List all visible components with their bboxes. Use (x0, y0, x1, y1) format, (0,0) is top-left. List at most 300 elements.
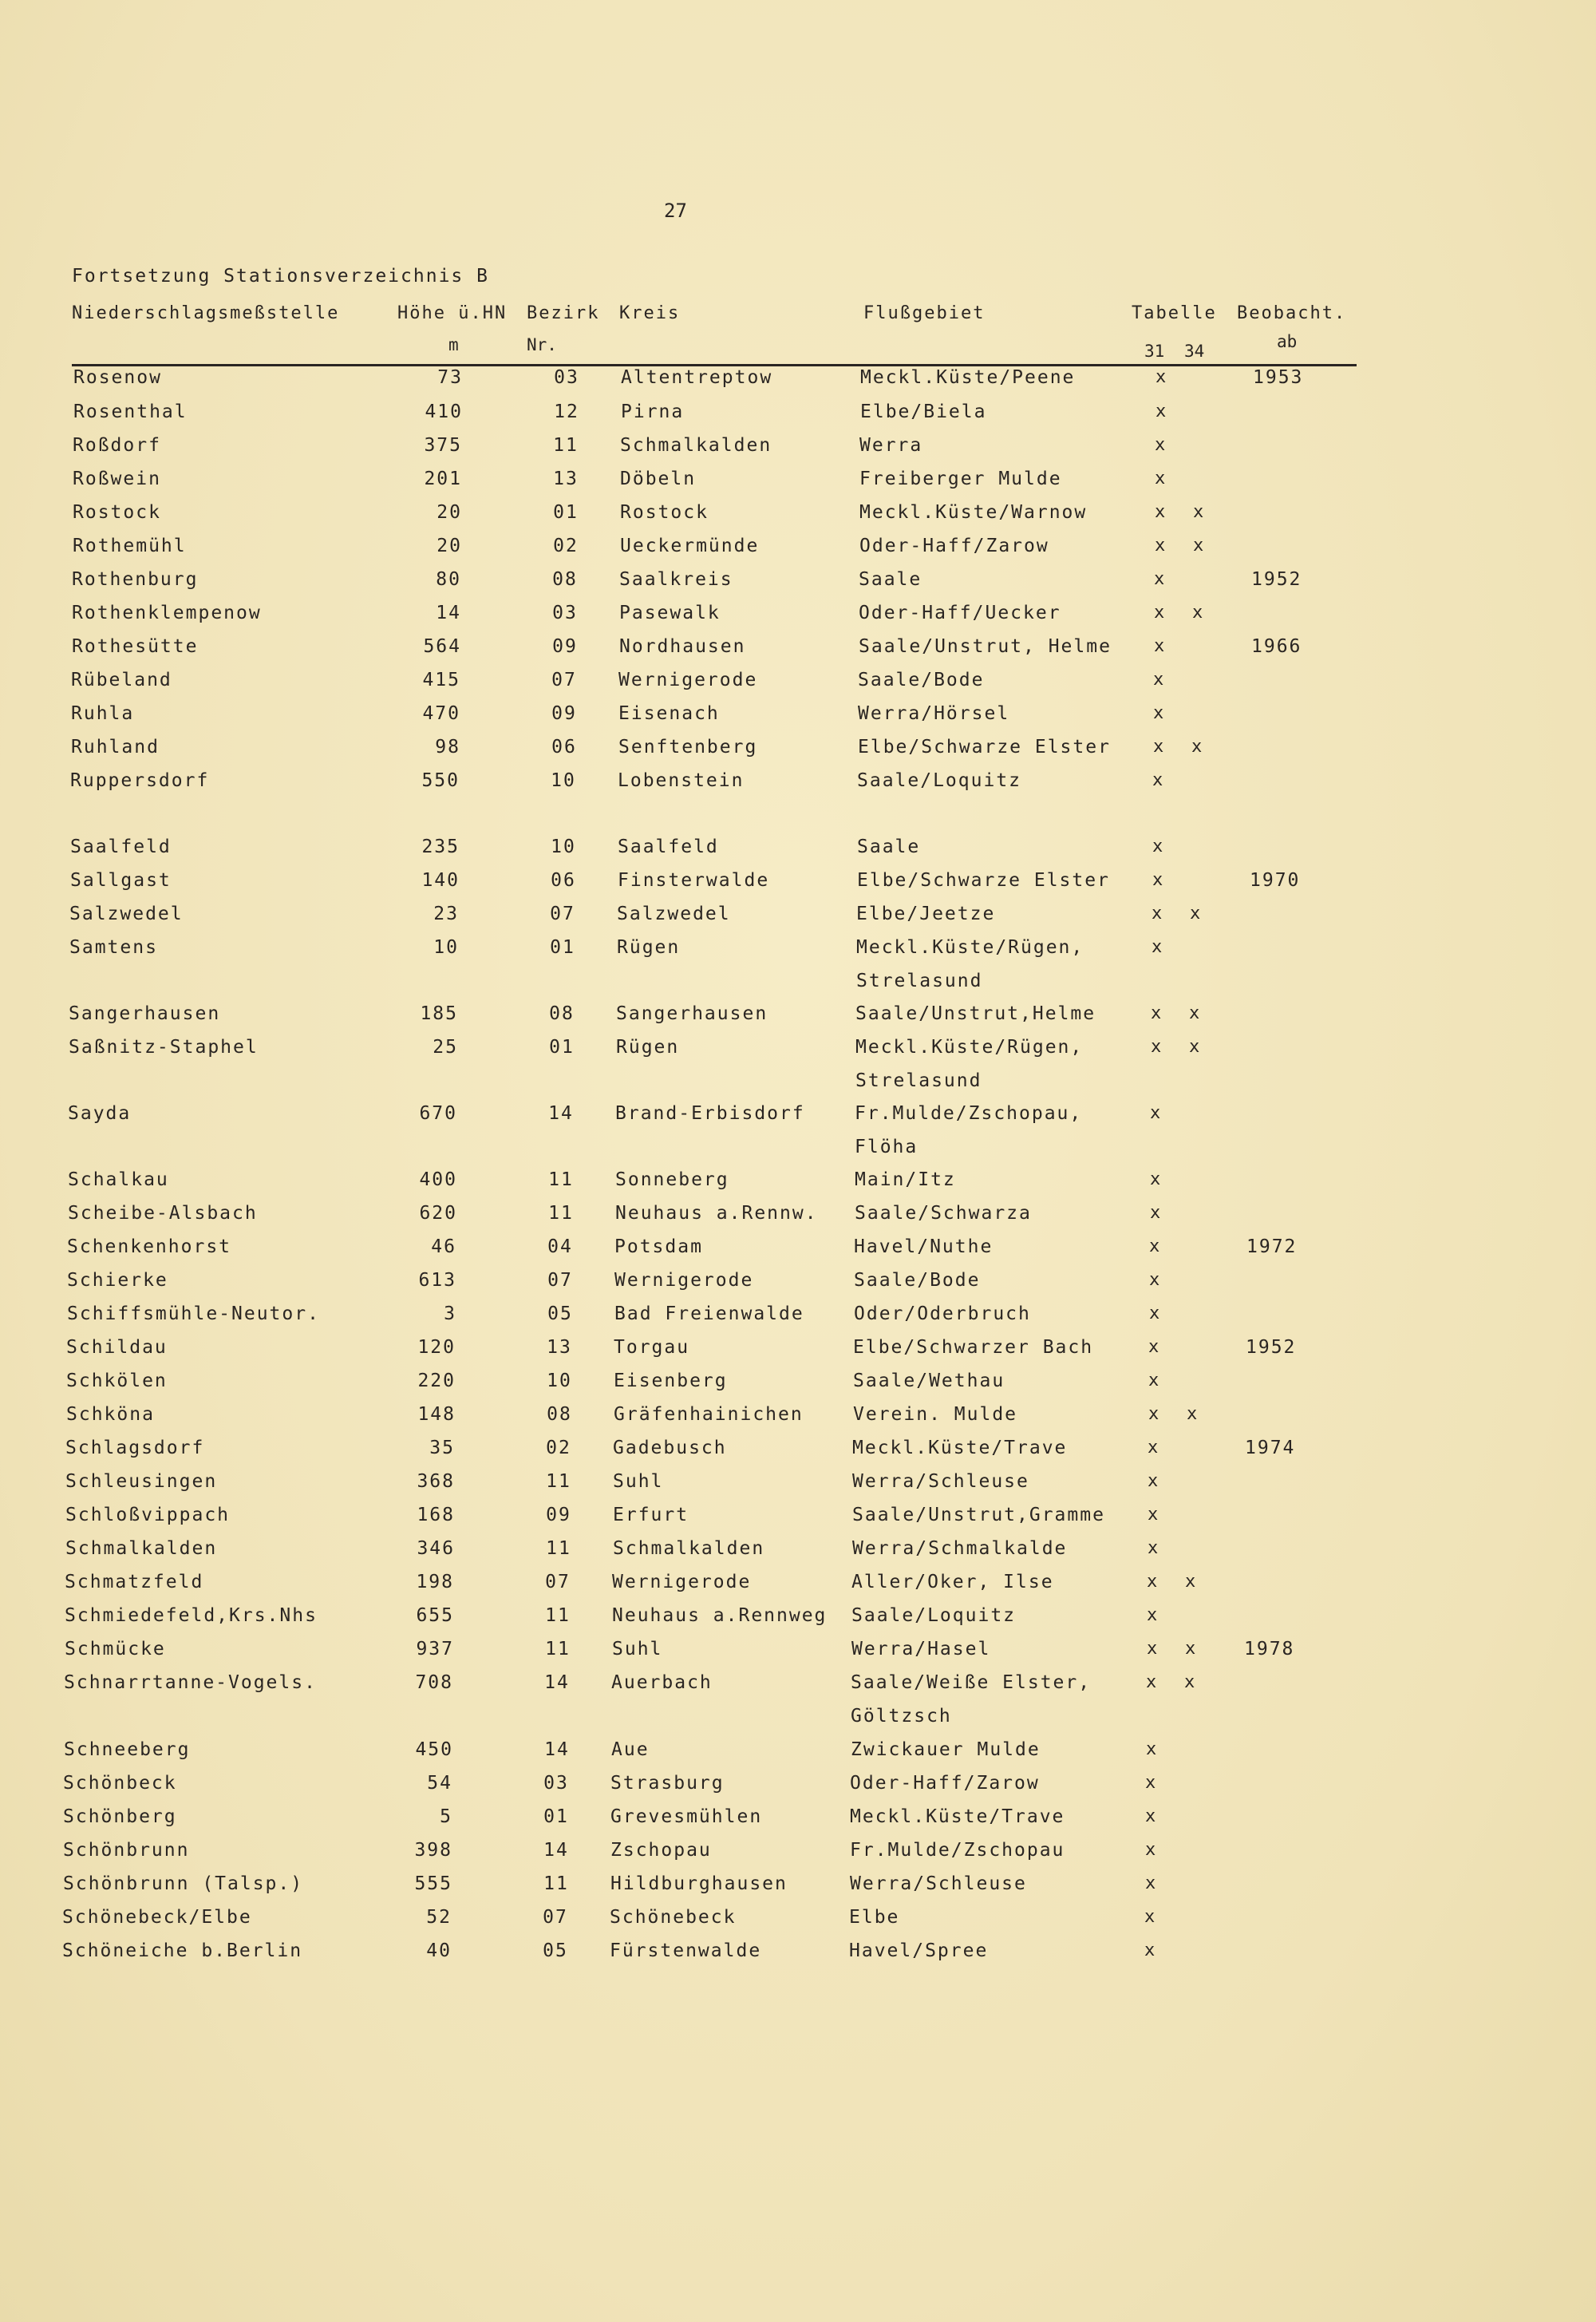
observation-start-year: 1978 (1244, 1639, 1295, 1659)
station-height: 555 (414, 1873, 452, 1894)
station-name: Rosenthal (73, 402, 188, 422)
river-basin-continued: Strelasund (855, 1070, 982, 1091)
river-basin: Elbe/Jeetze (856, 904, 996, 924)
kreis-name: Saalkreis (619, 569, 733, 590)
table-34-mark: x (1193, 536, 1206, 556)
station-name: Scheibe-Alsbach (68, 1203, 258, 1224)
station-height: 564 (423, 636, 461, 657)
river-basin: Saale (857, 837, 921, 857)
river-basin: Saale/Loquitz (851, 1605, 1017, 1626)
table-31-mark: x (1149, 1270, 1162, 1290)
river-basin: Saale/Unstrut,Helme (855, 1003, 1096, 1024)
table-31-mark: x (1155, 435, 1167, 455)
station-name: Schmalkalden (65, 1538, 218, 1559)
station-name: Sangerhausen (69, 1003, 221, 1024)
kreis-name: Pasewalk (619, 603, 721, 623)
river-basin: Havel/Nuthe (854, 1236, 994, 1257)
station-height: 20 (437, 536, 462, 556)
table-34-mark: x (1187, 1404, 1199, 1424)
kreis-name: Bad Freienwalde (614, 1303, 804, 1324)
kreis-name: Aue (611, 1739, 650, 1760)
table-31-mark: x (1152, 837, 1165, 856)
station-name: Schleusingen (65, 1471, 218, 1492)
station-height: 35 (429, 1438, 455, 1458)
table-31-mark: x (1156, 367, 1168, 387)
table-31-mark: x (1148, 1404, 1161, 1424)
river-basin: Oder/Oderbruch (854, 1303, 1031, 1324)
bezirk-number: 10 (551, 837, 576, 857)
bezirk-number: 05 (547, 1303, 573, 1324)
river-basin: Werra/Schmalkalde (852, 1538, 1068, 1559)
kreis-name: Wernigerode (618, 670, 758, 690)
station-name: Schönberg (63, 1806, 177, 1827)
bezirk-number: 02 (546, 1438, 571, 1458)
river-basin: Elbe/Schwarzer Bach (853, 1337, 1094, 1358)
station-name: Ruhla (71, 703, 135, 724)
kreis-name: Döbeln (620, 469, 697, 489)
header-hoehe-unit: m (448, 335, 459, 354)
river-basin-continued: Flöha (855, 1137, 918, 1157)
station-name: Rothesütte (72, 636, 199, 657)
kreis-name: Rügen (617, 937, 681, 958)
table-31-mark: x (1155, 502, 1167, 522)
bezirk-number: 13 (547, 1337, 572, 1358)
kreis-name: Wernigerode (614, 1270, 754, 1291)
station-name: Rosenow (73, 367, 162, 388)
table-row (0, 937, 1596, 1001)
header-beob-ab: ab (1277, 332, 1298, 351)
bezirk-number: 07 (547, 1270, 573, 1291)
river-basin: Werra (859, 435, 923, 456)
header-kreis: Kreis (619, 303, 681, 323)
kreis-name: Rügen (616, 1037, 680, 1058)
river-basin: Havel/Spree (849, 1940, 989, 1961)
river-basin: Meckl.Küste/Trave (850, 1806, 1065, 1827)
table-row (0, 1037, 1596, 1101)
station-height: 235 (421, 837, 460, 857)
kreis-name: Ueckermünde (620, 536, 760, 556)
kreis-name: Pirna (621, 402, 685, 422)
kreis-name: Grevesmühlen (610, 1806, 763, 1827)
kreis-name: Sonneberg (615, 1169, 729, 1190)
bezirk-number: 14 (548, 1103, 574, 1124)
bezirk-number: 01 (549, 1037, 575, 1058)
river-basin: Zwickauer Mulde (851, 1739, 1041, 1760)
table-31-mark: x (1148, 1471, 1160, 1491)
bezirk-number: 13 (553, 469, 579, 489)
table-31-mark: x (1155, 469, 1167, 489)
bezirk-number: 05 (543, 1940, 568, 1961)
kreis-name: Zschopau (610, 1840, 712, 1861)
river-basin: Elbe/Schwarze Elster (857, 870, 1110, 891)
kreis-name: Auerbach (611, 1672, 713, 1693)
station-height: 937 (416, 1639, 454, 1659)
bezirk-number: 09 (546, 1505, 571, 1525)
station-name: Roßwein (73, 469, 161, 489)
observation-start-year: 1953 (1253, 367, 1304, 388)
station-height: 80 (436, 569, 461, 590)
station-name: Ruppersdorf (70, 770, 210, 791)
bezirk-number: 01 (550, 937, 575, 958)
observation-start-year: 1966 (1251, 636, 1302, 657)
river-basin: Saale/Bode (854, 1270, 981, 1291)
bezirk-number: 01 (553, 502, 579, 523)
bezirk-number: 11 (553, 435, 579, 456)
table-31-mark: x (1153, 703, 1166, 723)
station-height: 346 (417, 1538, 455, 1559)
table-31-mark: x (1154, 603, 1167, 623)
bezirk-number: 06 (551, 870, 576, 891)
station-name: Salzwedel (69, 904, 184, 924)
station-name: Schloßvippach (65, 1505, 231, 1525)
header-tabelle: Tabelle (1132, 303, 1217, 323)
header-bezirk: Bezirk (527, 303, 600, 323)
station-height: 98 (435, 737, 460, 758)
river-basin: Saale (859, 569, 922, 590)
kreis-name: Nordhausen (619, 636, 746, 657)
bezirk-number: 08 (549, 1003, 575, 1024)
bezirk-number: 07 (543, 1907, 568, 1928)
station-name: Schneeberg (64, 1739, 191, 1760)
kreis-name: Schmalkalden (620, 435, 772, 456)
kreis-name: Saalfeld (618, 837, 719, 857)
river-basin: Aller/Oker, Ilse (851, 1572, 1054, 1592)
bezirk-number: 03 (554, 367, 579, 388)
station-name: Schlagsdorf (65, 1438, 205, 1458)
table-31-mark: x (1152, 770, 1165, 790)
table-34-mark: x (1190, 904, 1203, 924)
header-bezirk-nr: Nr. (527, 335, 557, 354)
river-basin: Oder-Haff/Zarow (859, 536, 1049, 556)
table-31-mark: x (1148, 1371, 1161, 1390)
bezirk-number: 01 (543, 1806, 569, 1827)
station-height: 46 (431, 1236, 456, 1257)
station-height: 375 (424, 435, 462, 456)
bezirk-number: 11 (543, 1873, 569, 1894)
bezirk-number: 11 (546, 1471, 571, 1492)
river-basin: Saale/Loquitz (857, 770, 1022, 791)
station-height: 550 (421, 770, 460, 791)
kreis-name: Lobenstein (618, 770, 745, 791)
bezirk-number: 08 (547, 1404, 572, 1425)
station-name: Schmatzfeld (65, 1572, 204, 1592)
station-name: Schöneiche b.Berlin (62, 1940, 303, 1961)
station-height: 54 (427, 1773, 452, 1794)
table-34-mark: x (1185, 1639, 1198, 1659)
kreis-name: Suhl (612, 1639, 663, 1659)
station-height: 120 (417, 1337, 456, 1358)
observation-start-year: 1952 (1251, 569, 1302, 590)
table-34-mark: x (1189, 1037, 1202, 1057)
station-name: Schnarrtanne-Vogels. (64, 1672, 317, 1693)
table-31-mark: x (1144, 1940, 1157, 1960)
bezirk-number: 14 (544, 1739, 570, 1760)
station-height: 40 (426, 1940, 452, 1961)
station-height: 14 (436, 603, 461, 623)
river-basin-continued: Göltzsch (851, 1706, 952, 1727)
bezirk-number: 03 (552, 603, 578, 623)
station-height: 73 (437, 367, 463, 388)
river-basin: Saale/Schwarza (855, 1203, 1032, 1224)
bezirk-number: 09 (552, 636, 578, 657)
station-height: 5 (440, 1806, 452, 1827)
table-31-mark: x (1145, 1806, 1158, 1826)
station-name: Ruhland (71, 737, 160, 758)
station-name: Saalfeld (70, 837, 172, 857)
kreis-name: Gräfenhainichen (614, 1404, 804, 1425)
river-basin: Saale/Weiße Elster, (851, 1672, 1092, 1693)
table-34-mark: x (1185, 1572, 1198, 1592)
kreis-name: Erfurt (613, 1505, 689, 1525)
station-height: 25 (433, 1037, 458, 1058)
river-basin: Werra/Hörsel (858, 703, 1010, 724)
kreis-name: Gadebusch (613, 1438, 727, 1458)
table-31-mark: x (1150, 1169, 1163, 1189)
bezirk-number: 10 (551, 770, 576, 791)
station-height: 368 (417, 1471, 455, 1492)
kreis-name: Wernigerode (612, 1572, 752, 1592)
station-height: 20 (437, 502, 462, 523)
bezirk-number: 14 (544, 1672, 570, 1693)
station-height: 10 (433, 937, 459, 958)
table-31-mark: x (1148, 1505, 1160, 1525)
table-31-mark: x (1154, 569, 1167, 589)
station-name: Schmücke (65, 1639, 166, 1659)
table-31-mark: x (1147, 1639, 1159, 1659)
bezirk-number: 11 (546, 1538, 571, 1559)
bezirk-number: 11 (548, 1203, 574, 1224)
observation-start-year: 1972 (1246, 1236, 1298, 1257)
station-name: Schalkau (68, 1169, 169, 1190)
table-31-mark: x (1145, 1840, 1158, 1860)
bezirk-number: 07 (545, 1572, 571, 1592)
station-name: Rothemühl (73, 536, 187, 556)
station-height: 620 (419, 1203, 457, 1224)
station-name: Schiffsmühle-Neutor. (67, 1303, 320, 1324)
observation-start-year: 1970 (1250, 870, 1301, 891)
station-height: 398 (414, 1840, 452, 1861)
table-31-mark: x (1146, 1672, 1159, 1692)
bezirk-number: 08 (552, 569, 578, 590)
table-31-mark: x (1152, 937, 1164, 957)
station-name: Schildau (66, 1337, 168, 1358)
kreis-name: Finsterwalde (618, 870, 770, 891)
kreis-name: Eisenach (618, 703, 720, 724)
kreis-name: Hildburghausen (610, 1873, 788, 1894)
kreis-name: Torgau (614, 1337, 690, 1358)
river-basin: Saale/Unstrut, Helme (859, 636, 1112, 657)
table-31-mark: x (1149, 1236, 1162, 1256)
bezirk-number: 02 (553, 536, 579, 556)
kreis-name: Strasburg (610, 1773, 725, 1794)
station-name: Schkölen (66, 1371, 168, 1391)
table-row (0, 1103, 1596, 1167)
table-31-mark: x (1147, 1572, 1159, 1592)
header-fluss: Flußgebiet (863, 303, 986, 323)
station-height: 220 (417, 1371, 456, 1391)
table-31-mark: x (1145, 1773, 1158, 1793)
table-31-mark: x (1153, 670, 1166, 690)
station-height: 655 (416, 1605, 454, 1626)
bezirk-number: 10 (547, 1371, 572, 1391)
table-31-mark: x (1155, 536, 1167, 556)
table-31-mark: x (1145, 1873, 1158, 1893)
river-basin: Werra/Hasel (851, 1639, 991, 1659)
river-basin: Verein. Mulde (853, 1404, 1018, 1425)
station-height: 185 (420, 1003, 458, 1024)
kreis-name: Salzwedel (617, 904, 731, 924)
station-name: Rothenklempenow (72, 603, 262, 623)
river-basin: Saale/Unstrut,Gramme (852, 1505, 1105, 1525)
kreis-name: Altentreptow (621, 367, 773, 388)
station-name: Schierke (67, 1270, 168, 1291)
table-34-mark: x (1193, 502, 1206, 522)
table-31-mark: x (1147, 1605, 1159, 1625)
station-name: Rübeland (71, 670, 172, 690)
table-31-mark: x (1149, 1303, 1162, 1323)
bezirk-number: 06 (551, 737, 577, 758)
kreis-name: Fürstenwalde (610, 1940, 762, 1961)
kreis-name: Potsdam (614, 1236, 703, 1257)
bezirk-number: 03 (543, 1773, 569, 1794)
river-basin: Elbe (849, 1907, 900, 1928)
table-31-mark: x (1148, 1337, 1161, 1357)
bezirk-number: 11 (545, 1639, 571, 1659)
page-number: 27 (664, 200, 687, 222)
table-34-mark: x (1189, 1003, 1202, 1023)
river-basin: Meckl.Küste/Trave (852, 1438, 1068, 1458)
bezirk-number: 09 (551, 703, 577, 724)
station-name: Schenkenhorst (67, 1236, 232, 1257)
station-height: 168 (417, 1505, 455, 1525)
kreis-name: Schönebeck (610, 1907, 737, 1928)
station-name: Schönebeck/Elbe (62, 1907, 252, 1928)
station-name: Roßdorf (73, 435, 161, 456)
table-31-mark: x (1152, 870, 1165, 890)
observation-start-year: 1952 (1246, 1337, 1297, 1358)
station-name: Schmiedefeld,Krs.Nhs (65, 1605, 318, 1626)
river-basin: Elbe/Biela (860, 402, 987, 422)
table-31-mark: x (1156, 402, 1168, 421)
observation-start-year: 1974 (1245, 1438, 1296, 1458)
station-name: Schköna (66, 1404, 155, 1425)
bezirk-number: 07 (551, 670, 577, 690)
bezirk-number: 11 (545, 1605, 571, 1626)
station-height: 148 (417, 1404, 456, 1425)
table-row (0, 1672, 1596, 1736)
header-hoehe: Höhe ü.HN (397, 303, 508, 323)
table-34-mark: x (1184, 1672, 1197, 1692)
table-34-mark: x (1192, 603, 1205, 623)
station-height: 140 (421, 870, 460, 891)
river-basin: Fr.Mulde/Zschopau, (855, 1103, 1083, 1124)
river-basin-continued: Strelasund (856, 971, 983, 991)
river-basin: Oder-Haff/Zarow (850, 1773, 1040, 1794)
river-basin: Fr.Mulde/Zschopau (850, 1840, 1065, 1861)
river-basin: Meckl.Küste/Warnow (859, 502, 1088, 523)
kreis-name: Eisenberg (614, 1371, 728, 1391)
station-name: Sayda (68, 1103, 132, 1124)
station-name: Samtens (69, 937, 158, 958)
river-basin: Meckl.Küste/Rügen, (855, 1037, 1084, 1058)
header-tab31: 31 (1144, 342, 1165, 361)
river-basin: Werra/Schleuse (850, 1873, 1027, 1894)
kreis-name: Rostock (620, 502, 709, 523)
page-title: Fortsetzung Stationsverzeichnis B (72, 266, 489, 287)
station-name: Sallgast (70, 870, 172, 891)
header-beobacht: Beobacht. (1237, 303, 1347, 323)
station-height: 415 (422, 670, 460, 690)
bezirk-number: 04 (547, 1236, 573, 1257)
bezirk-number: 12 (554, 402, 579, 422)
table-31-mark: x (1148, 1438, 1160, 1458)
table-31-mark: x (1153, 737, 1166, 757)
table-31-mark: x (1146, 1739, 1159, 1759)
table-31-mark: x (1154, 636, 1167, 656)
station-height: 670 (419, 1103, 457, 1124)
station-name: Rothenburg (72, 569, 199, 590)
station-height: 613 (418, 1270, 456, 1291)
kreis-name: Senftenberg (618, 737, 758, 758)
station-height: 23 (433, 904, 459, 924)
station-name: Schönbeck (63, 1773, 177, 1794)
station-height: 708 (415, 1672, 453, 1693)
kreis-name: Neuhaus a.Rennw. (615, 1203, 818, 1224)
station-height: 201 (424, 469, 462, 489)
station-name: Schönbrunn (Talsp.) (63, 1873, 304, 1894)
kreis-name: Suhl (613, 1471, 664, 1492)
table-31-mark: x (1150, 1103, 1163, 1123)
station-height: 470 (422, 703, 460, 724)
table-row (0, 770, 1596, 834)
kreis-name: Sangerhausen (616, 1003, 768, 1024)
table-31-mark: x (1150, 1203, 1163, 1223)
table-34-mark: x (1191, 737, 1204, 757)
river-basin: Saale/Wethau (853, 1371, 1005, 1391)
header-station: Niederschlagsmeßstelle (72, 303, 340, 323)
kreis-name: Brand-Erbisdorf (615, 1103, 805, 1124)
station-height: 3 (444, 1303, 456, 1324)
table-31-mark: x (1148, 1538, 1160, 1558)
river-basin: Meckl.Küste/Peene (860, 367, 1076, 388)
table-row (0, 1940, 1596, 2004)
table-31-mark: x (1151, 1003, 1163, 1023)
station-name: Schönbrunn (63, 1840, 190, 1861)
river-basin: Saale/Bode (858, 670, 985, 690)
station-height: 410 (425, 402, 463, 422)
river-basin: Meckl.Küste/Rügen, (856, 937, 1084, 958)
river-basin: Elbe/Schwarze Elster (858, 737, 1111, 758)
bezirk-number: 07 (550, 904, 575, 924)
table-31-mark: x (1144, 1907, 1157, 1927)
station-name: Saßnitz-Staphel (69, 1037, 259, 1058)
station-height: 198 (416, 1572, 454, 1592)
kreis-name: Neuhaus a.Rennweg (612, 1605, 828, 1626)
station-height: 52 (426, 1907, 452, 1928)
river-basin: Freiberger Mulde (859, 469, 1062, 489)
station-height: 400 (419, 1169, 457, 1190)
header-tab34: 34 (1184, 342, 1205, 361)
river-basin: Oder-Haff/Uecker (859, 603, 1061, 623)
bezirk-number: 14 (543, 1840, 569, 1861)
station-height: 450 (415, 1739, 453, 1760)
table-31-mark: x (1152, 904, 1164, 924)
station-name: Rostock (73, 502, 161, 523)
bezirk-number: 11 (548, 1169, 574, 1190)
river-basin: Main/Itz (855, 1169, 956, 1190)
table-31-mark: x (1151, 1037, 1163, 1057)
river-basin: Werra/Schleuse (852, 1471, 1029, 1492)
